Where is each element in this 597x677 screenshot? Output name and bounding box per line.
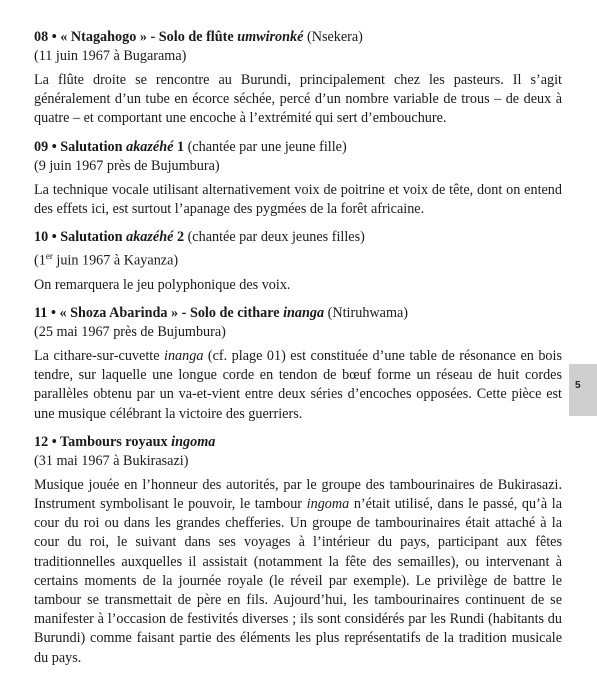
track-performer: (Nsekera) [303,29,363,45]
description-text: On remarquera le jeu polyphonique des voix. [34,276,291,293]
track-10 [34,228,562,295]
description-text: Musique jouée en l’honneur des autorités, par le groupe des tambourinaires de Bukirasazi. Instrument symbolisant le pouvoir, le tambour [34,476,562,512]
description-italic: inanga [164,347,204,364]
track-title-italic: akazéhé [126,229,174,246]
track-date: (9 juin 1967 près de Bujumbura) [34,157,220,174]
date-text: (1 [34,252,46,269]
date-superscript: er [45,251,53,262]
track-description [34,181,562,219]
date-text: juin 1967 à Kayanza) [52,252,179,269]
track-performer: (chantée par deux jeunes filles) [184,229,365,246]
track-11 [34,304,562,424]
description-text: (cf. plage 01) est constituée d’une table de résonance en bois tendre, sur laquelle une longue corde en tendon de bœuf forme un réseau de huit cordes parallèles obtenu par un va-et-vient entre deux séries d’encoches opposées. Cette pièce est une musique célébrant la victoire des guerriers. [34,347,562,422]
track-description [34,476,562,668]
track-description [34,71,562,129]
track-number: 12 • [34,433,57,450]
page-number-tab [569,364,597,416]
track-heading [34,304,562,323]
track-performer: (Ntiruhwama) [324,304,409,321]
track-performer: (chantée par une jeune fille) [184,138,347,155]
track-number: 11 • [34,304,56,321]
track-title: Salutation [60,138,123,155]
track-number: 08 • [34,29,57,45]
description-text: La technique vocale utilisant alternativement voix de poitrine et voix de tête, dont on entend des effets ici, est surtout l’apanage des pygmées de la forêt africaine. [34,181,562,217]
track-title-italic: akazéhé [126,138,174,155]
track-title: « Shoza Abarinda » - Solo de cithare [59,304,280,321]
track-title: Tambours royaux [60,433,168,450]
track-number: 10 • [34,229,57,246]
description-text: La cithare-sur-cuvette [34,347,164,364]
track-title-italic: umwironké [237,29,304,45]
track-08 [34,28,562,129]
liner-notes-page [34,28,562,677]
track-date: (31 mai 1967 à Bukirasazi) [34,452,189,469]
track-description [34,276,562,295]
track-date: (25 mai 1967 près de Bujumbura) [34,323,226,340]
description-text: La flûte droite se rencontre au Burundi, principalement chez les pasteurs. Il s’agit généralement d’un tube en écorce séchée, percé d’un nombre variable de trous – de deux à quatre – et comportant une encoche à l’extrémité qui sert d’embouchure. [34,72,562,127]
track-title-italic: inanga [283,304,325,321]
track-heading [34,138,562,157]
track-title-suffix: 2 [173,229,185,246]
track-heading [34,228,562,247]
track-date [34,247,562,271]
track-heading [34,28,562,47]
page-number: 5 [575,380,581,391]
track-title: « Ntagahogo » - Solo de flûte [60,29,234,45]
track-title-italic: ingoma [171,433,216,450]
track-heading [34,433,562,452]
track-date: (11 juin 1967 à Bugarama) [34,48,187,64]
description-italic: ingoma [306,495,350,512]
track-12 [34,433,562,668]
track-title: Salutation [60,229,123,246]
track-09 [34,138,562,219]
track-description [34,347,562,424]
track-number: 09 • [34,138,57,155]
track-title-suffix: 1 [173,138,185,155]
description-text: n’était utilisé, dans le passé, qu’à la cour du roi ou dans les grandes chefferies. Un groupe de tambourinaires était attaché à la cour du roi, le suivant dans ses voyages à l’intérieur du pays, participant aux fêtes traditionnelles auxquelles il assistait (notamment la fête des semailles), ou intervenant à certains moments de la journée royale (le réveil par exemple). Le privilège de battre le tambour se transmettait de père en fils. Aujourd’hui, les tambourinaires continuent de se manifester à l’occasion de festivités diverses ; ils sont considérés par les Rundi (habitants du Burundi) comme faisant partie des éléments les plus représentatifs de la tradition musicale du pays. [34,495,563,666]
